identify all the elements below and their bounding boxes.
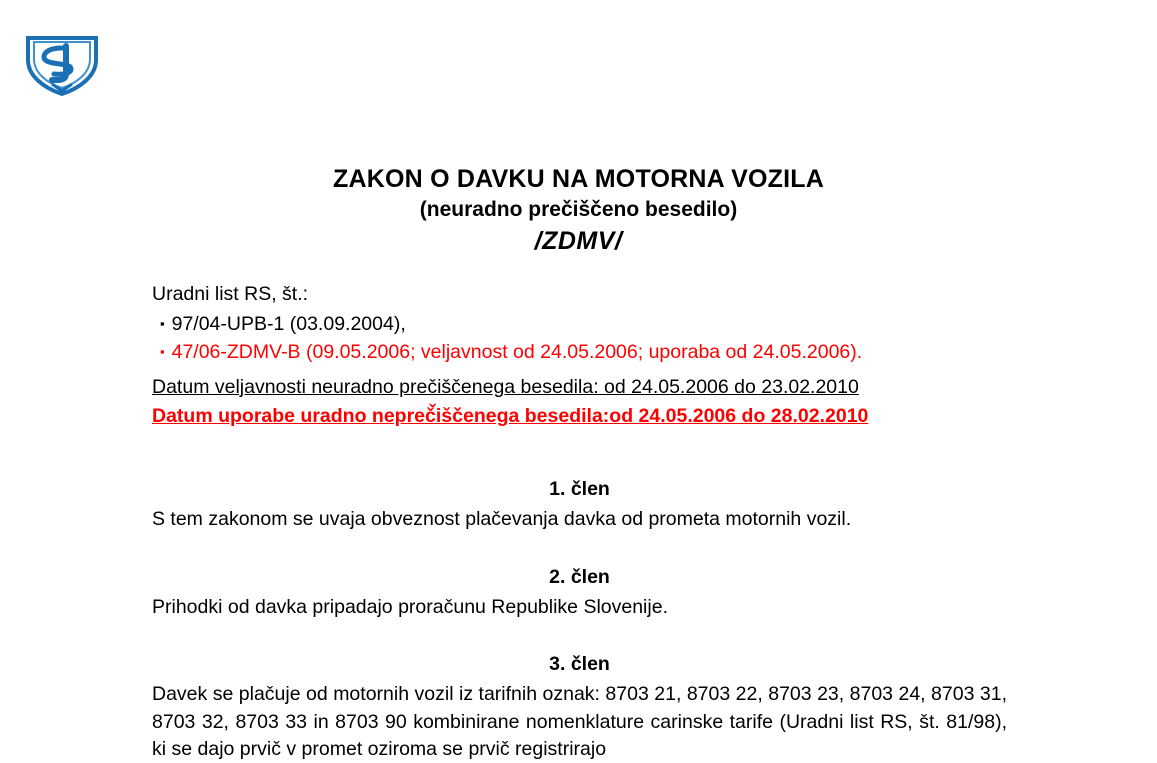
- article-heading: 2. člen: [549, 565, 610, 588]
- title-block: [0, 165, 1157, 256]
- gazette-block: [152, 281, 1012, 368]
- gazette-lead: Uradni list RS, št.:: [152, 283, 309, 305]
- gazette-entry-text: 97/04-UPB-1 (03.09.2004),: [171, 312, 406, 335]
- article: [152, 651, 1007, 763]
- article: [152, 476, 1007, 534]
- article-body: S tem zakonom se uvaja obveznost plačevanja davka od prometa motornih vozil.: [152, 508, 852, 531]
- article-body: Prihodki od davka pripadajo proračunu Republike Slovenije.: [152, 595, 668, 618]
- article-heading: 1. člen: [549, 478, 610, 500]
- bullet-icon: ▪: [160, 315, 165, 331]
- validity-date-line: Datum veljavnosti neuradno prečiščenega besedila: od 24.05.2006 do 23.02.2010: [152, 376, 859, 398]
- page-subtitle: (neuradno prečiščeno besedilo): [419, 197, 738, 221]
- article-spacer: [152, 621, 1007, 651]
- page-title: ZAKON O DAVKU NA MOTORNA VOZILA: [333, 165, 824, 193]
- article-spacer: [152, 534, 1007, 564]
- page-abbreviation: /ZDMV/: [534, 227, 623, 256]
- article-heading: 3. člen: [549, 653, 610, 676]
- sd-shield-logo: [22, 28, 102, 98]
- articles-block: [152, 476, 1007, 763]
- application-date-line: Datum uporabe uradno nepreč̌iščenega besedila:od 24.05.2006 do 28.02.2010: [152, 405, 869, 428]
- gazette-entry: [152, 311, 1012, 339]
- article-body: Davek se plačuje od motornih vozil iz tarifnih oznak: 8703 21, 8703 22, 8703 23, 8703 24, 8703 31, 8703 32, 8703 33 in 8703 90 kombinirane nomenklature carinske tarife (Uradni list RS, št. 81/98), ki se dajo prvič v promet oziroma se prvič registrirajo: [152, 683, 1007, 761]
- validity-block: [152, 373, 1032, 431]
- gazette-entry: [152, 339, 1012, 367]
- gazette-entry-text: 47/06-ZDMV-B (09.05.2006; veljavnost od 24.05.2006; uporaba od 24.05.2006).: [171, 341, 863, 364]
- bullet-icon: ▪: [160, 344, 165, 360]
- article: [152, 564, 1007, 622]
